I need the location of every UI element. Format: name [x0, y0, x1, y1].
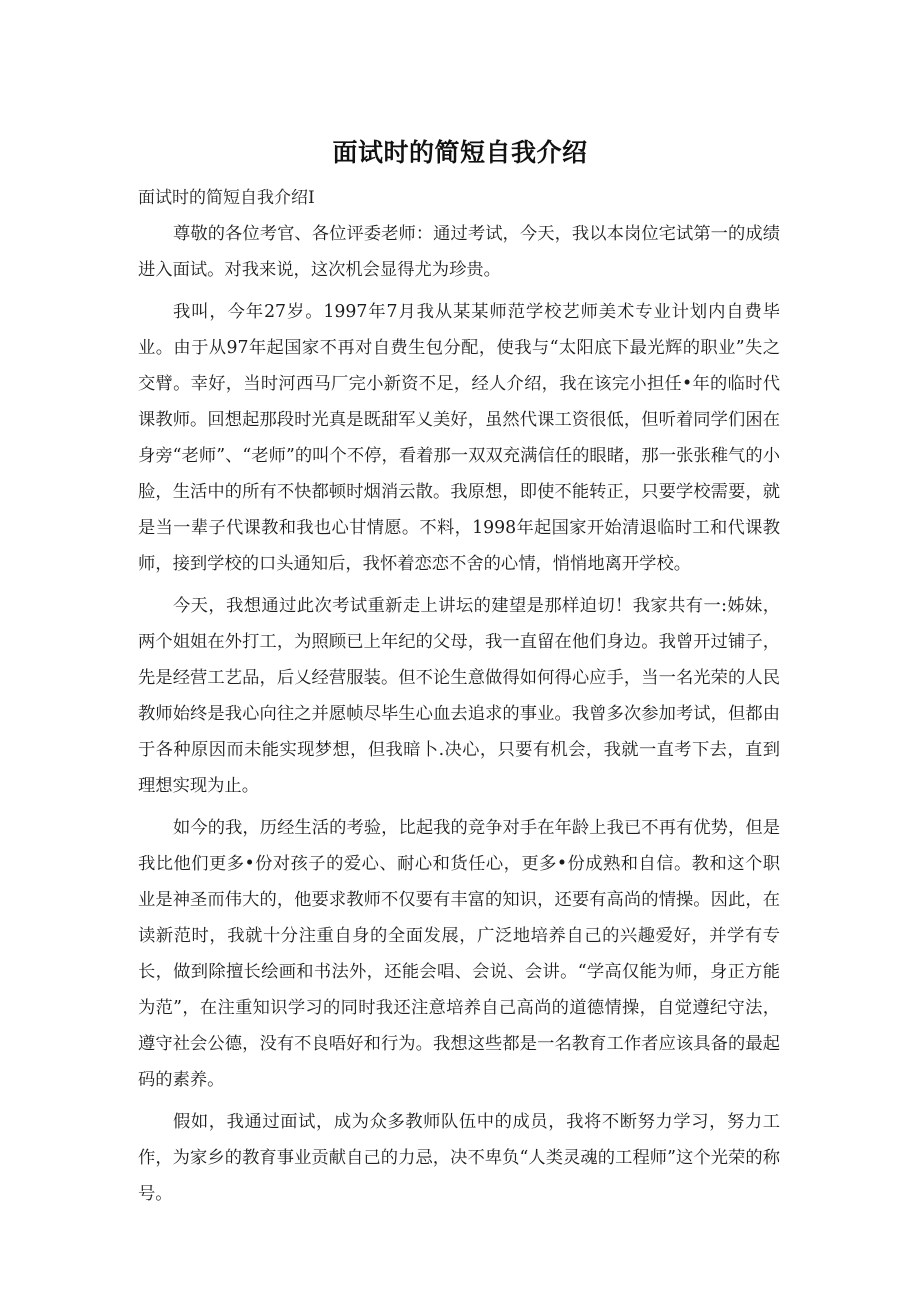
- paragraph: 我叫，今年27岁。1997年7月我从某某师范学校艺师美术专业计划内自费毕业。由于从97年起国家不再对自费生包分配，使我与“太阳底下最光辉的职业”失之交臂。幸好，当时河西马厂完小新资不足，经人介绍，我在该完小担任•年的临时代课教师。回想起那段时光真是既甜军乂美好，虽然代课工资很低，但听着同学们困在身旁“老师”、“老师”的叫个不停，看着那一双双充满信任的眼睹，那一张张稚气的小脸，生活中的所有不快都顿时烟消云散。我原想，即使不能转正，只要学校需要，就是当一辈子代课教和我也心甘情愿。不料，1998年起国家开始清退临时工和代课教师，接到学校的口头通知后，我怀着恋恋不舍的心情，悄悄地离开学校。: [138, 302, 780, 574]
- page-title: 面试时的简短自我介绍: [332, 138, 588, 167]
- document-subtitle: 面试时的简短自我介绍I: [138, 188, 315, 208]
- paragraph: 尊敬的各位考官、各位评委老师：通过考试，今天，我以本岗位宅试第一的成绩进入面试。对我来说，这次机会显得尤为珍贵。: [138, 224, 780, 280]
- paragraph: 今天，我想通过此次考试重新走上讲坛的建望是那样迫切！我家共有一:姊妹，两个姐姐在外打工，为照顾已上年纪的父母，我一直留在他们身边。我曾开过铺子，先是经营工艺品，后乂经营服装。但不论生意做得如何得心应手，当一名光荣的人民教师始终是我心向往之并愿帧尽毕生心血去追求的事业。我曾多次参加考试，但都由于各种原因而未能实现梦想，但我暗卜.决心，只要有机会，我就一直考下去，直到理想实现为止。: [138, 596, 780, 796]
- paragraph: 如今的我，历经生活的考验，比起我的竞争对手在年龄上我已不再有优势，但是我比他们更多•份对孩子的爱心、耐心和货任心，更多•份成熟和自信。教和这个职业是神圣而伟大的，他要求教师不仅要有丰富的知识，还要有高尚的情操。因此，在读新范时，我就十分注重自身的全面发展，广泛地培养自己的兴趣爱好，并学有专长，做到除擅长绘画和书法外，还能会唱、会说、会讲。“学高仅能为师，身正方能为范”，在注重知识学习的同时我还注意培养自己高尚的道德情操，自觉遵纪守法，遵守社会公德，没有不良唔好和行为。我想这些都是一名教育工作者应该具备的最起码的素养。: [138, 818, 780, 1090]
- document-body: [138, 216, 780, 1218]
- paragraph: 假如，我通过面试，成为众多教师队伍中的成员，我将不断努力学习，努力工作，为家乡的教育事业贡献自己的力忌，决不卑负“人类灵魂的工程师”这个光荣的称号。: [138, 1112, 780, 1204]
